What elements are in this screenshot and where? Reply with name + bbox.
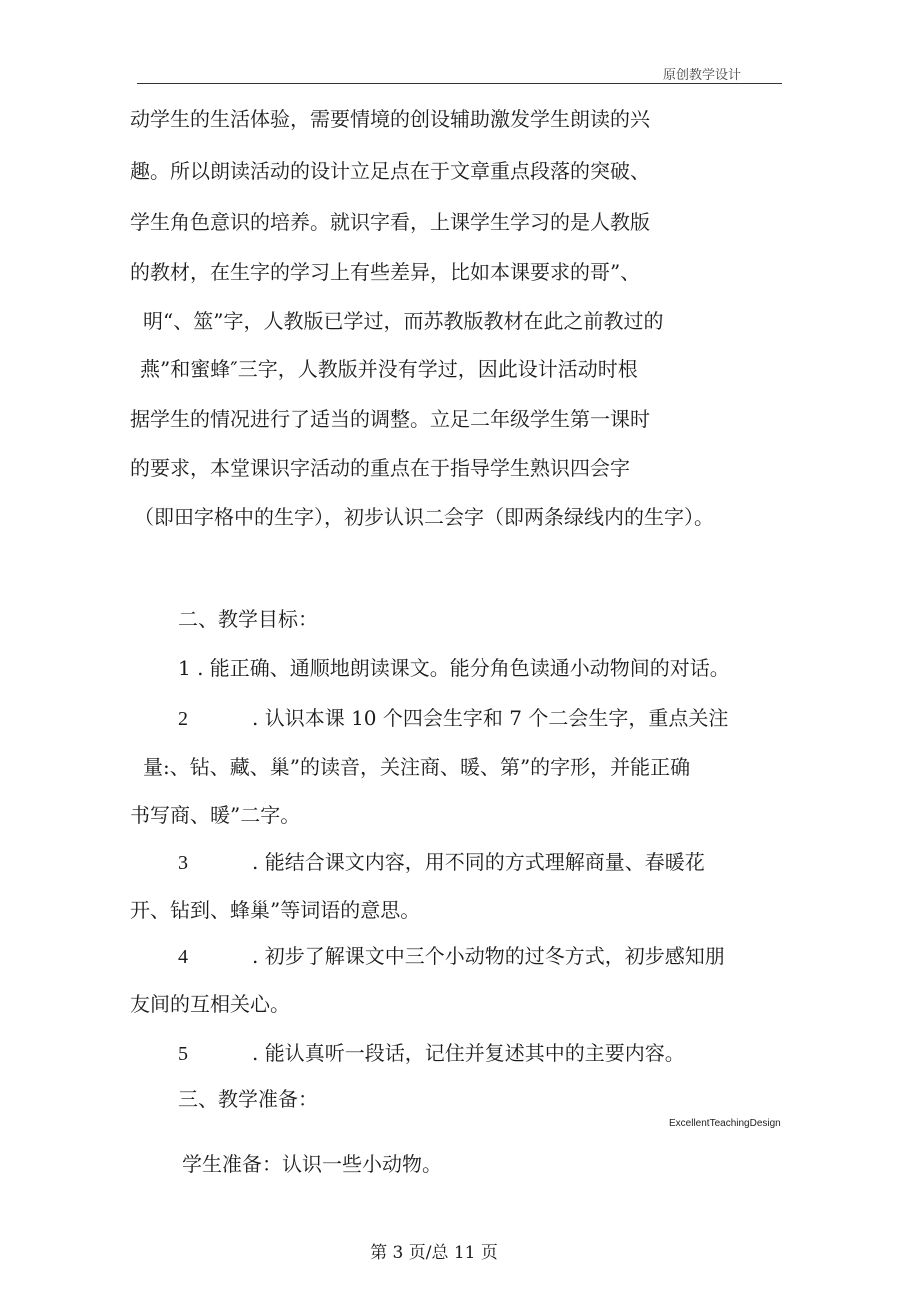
paragraph-line: 据学生的情况进行了适当的调整。立足二年级学生第一课时 (130, 407, 650, 431)
page-number: 第 3 页/总 11 页 (370, 1243, 498, 1263)
header-title: 原创教学设计 (663, 68, 742, 83)
goal-item-continued: 开、钻到、蜂巢”等词语的意思。 (130, 898, 421, 922)
goal-text: . 认识本课 10 个四会生字和 7 个二会生字，重点关注 (252, 706, 729, 730)
goal-text: . 初步了解课文中三个小动物的过冬方式，初步感知朋 (252, 944, 725, 968)
prep-item: 学生准备：认识一些小动物。 (182, 1152, 442, 1176)
paragraph-line: 动学生的生活体验，需要情境的创设辅助激发学生朗读的兴 (130, 107, 650, 131)
section-heading: 三、教学准备： (178, 1087, 318, 1111)
paragraph-line: 明“、筮”字，人教版已学过，而苏教版教材在此之前教过的 (143, 309, 664, 333)
header-divider (137, 83, 782, 84)
goal-number: 2 (178, 708, 188, 730)
goal-item-continued: 书写商、暖”二字。 (130, 803, 301, 827)
goal-number: 4 (178, 946, 188, 968)
goal-text: . 能结合课文内容，用不同的方式理解商量、春暖花 (252, 850, 705, 874)
goal-number: 5 (178, 1043, 188, 1065)
goal-item (178, 942, 725, 971)
paragraph-line: 的教材，在生字的学习上有些差异，比如本课要求的哥”、 (130, 260, 641, 284)
paragraph-line: 的要求，本堂课识字活动的重点在于指导学生熟识四会字 (130, 456, 630, 480)
paragraph-line: （即田字格中的生字），初步认识二会字（即两条绿线内的生字）。 (134, 505, 714, 529)
goal-text: . 能认真听一段话，记住并复述其中的主要内容。 (252, 1041, 685, 1065)
paragraph-line: 趣。所以朗读活动的设计立足点在于文章重点段落的突破、 (130, 159, 650, 183)
paragraph-line: 学生角色意识的培养。就识字看，上课学生学习的是人教版 (130, 210, 650, 234)
goal-item-continued: 友间的互相关心。 (130, 992, 290, 1016)
goal-item: 1 . 能正确、通顺地朗读课文。能分角色读通小动物间的对话。 (178, 656, 730, 680)
goal-item (178, 848, 705, 877)
footer-watermark-text: ExcellentTeachingDesign (669, 1118, 781, 1129)
goal-number: 3 (178, 852, 188, 874)
goal-item (178, 1039, 685, 1068)
goal-item-continued: 量:、钻、藏、巢”的读音，关注商、暖、第”的字形，并能正确 (143, 755, 691, 779)
paragraph-line: 燕”和蜜蜂″三字，人教版并没有学过，因此设计活动时根 (140, 357, 638, 381)
section-heading: 二、教学目标： (178, 607, 318, 631)
goal-item (178, 704, 728, 733)
